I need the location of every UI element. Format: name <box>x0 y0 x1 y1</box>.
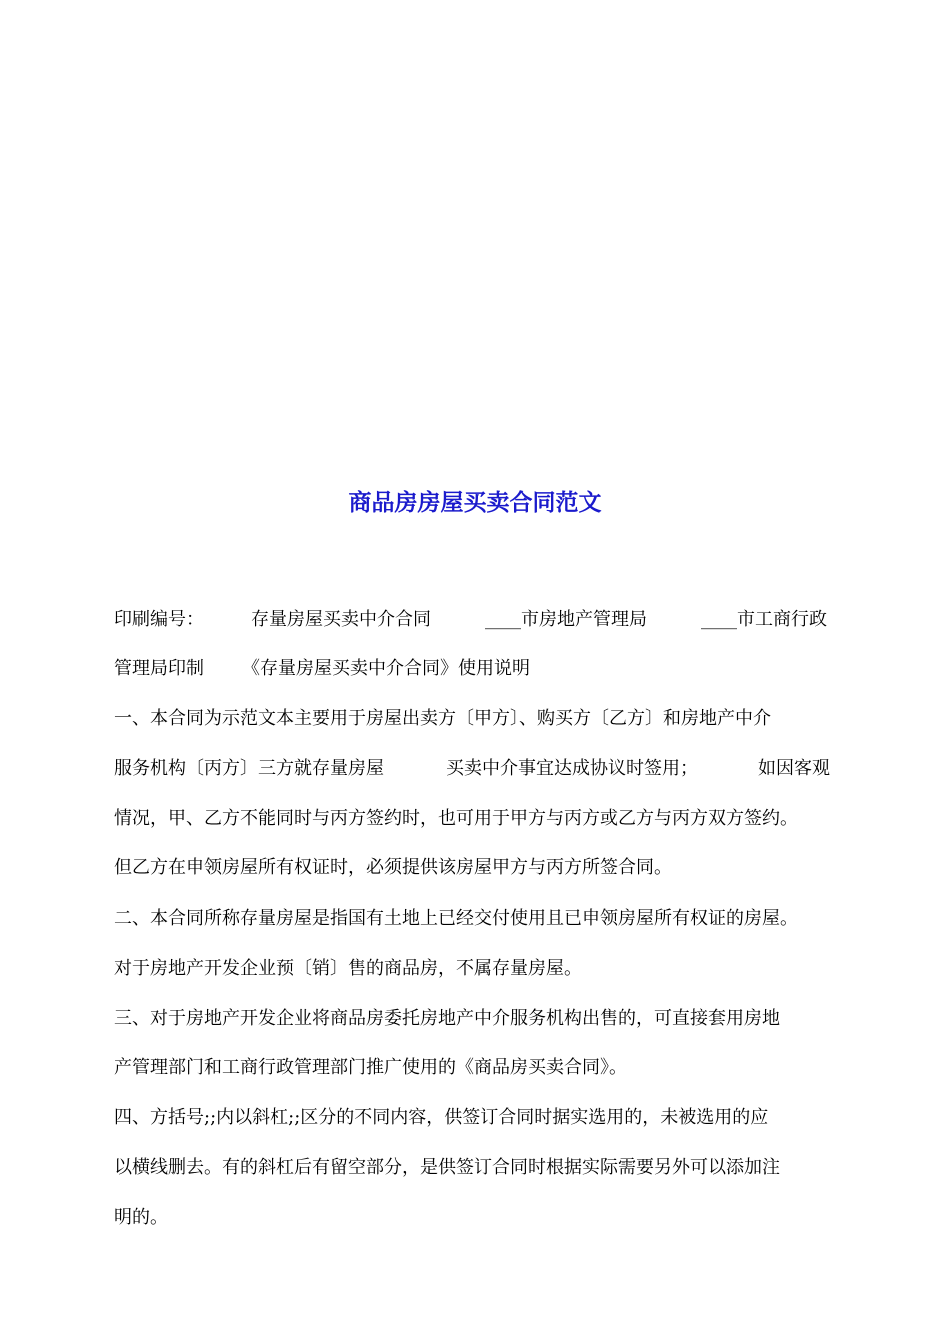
intro-line-2 <box>114 656 854 682</box>
paragraph-3-line-1: 三、对于房地产开发企业将商品房委托房地产中介服务机构出售的，可直接套用房地 <box>114 1008 780 1029</box>
paragraph-2-line-1: 二、本合同所称存量房屋是指国有土地上已经交付使用且已申领房屋所有权证的房屋。 <box>114 908 798 929</box>
instructions-heading: 《存量房屋买卖中介合同》使用说明 <box>242 658 530 679</box>
paragraph-4-line-1: 四、方括号;;内以斜杠;;区分的不同内容，供签订合同时据实选用的，未被选用的应 <box>114 1107 769 1128</box>
intro-line-1 <box>114 607 854 633</box>
paragraph-1-line-2-part-c: 如因客观 <box>758 758 830 779</box>
paragraph-1-line-3: 情况，甲、乙方不能同时与丙方签约时，也可用于甲方与丙方或乙方与丙方双方签约。 <box>114 808 798 829</box>
real-estate-bureau: ____市房地产管理局 <box>485 609 647 630</box>
paragraph-2-line-2: 对于房地产开发企业预〔销〕售的商品房，不属存量房屋。 <box>114 958 582 979</box>
paragraph-1-line-2 <box>114 756 854 782</box>
paragraph-3-line-2: 产管理部门和工商行政管理部门推广使用的《商品房买卖合同》。 <box>114 1057 627 1078</box>
document-title: 商品房房屋买卖合同范文 <box>348 489 602 516</box>
industry-commerce-bureau: ____市工商行政 <box>701 609 827 630</box>
paragraph-1-line-2-part-b: 买卖中介事宜达成协议时签用； <box>446 758 698 779</box>
paragraph-1-line-1: 一、本合同为示范文本主要用于房屋出卖方〔甲方〕、购买方〔乙方〕和房地产中介 <box>114 708 771 729</box>
printer-credit: 管理局印制 <box>114 658 204 679</box>
contract-name: 存量房屋买卖中介合同 <box>251 609 431 630</box>
paragraph-4-line-3: 明的。 <box>114 1207 168 1228</box>
paragraph-4-line-2: 以横线删去。有的斜杠后有留空部分，是供签订合同时根据实际需要另外可以添加注 <box>114 1157 780 1178</box>
print-number-label: 印刷编号： <box>114 609 204 630</box>
paragraph-1-line-4: 但乙方在申领房屋所有权证时，必须提供该房屋甲方与丙方所签合同。 <box>114 857 672 878</box>
paragraph-1-line-2-part-a: 服务机构〔丙方〕三方就存量房屋 <box>114 758 384 779</box>
